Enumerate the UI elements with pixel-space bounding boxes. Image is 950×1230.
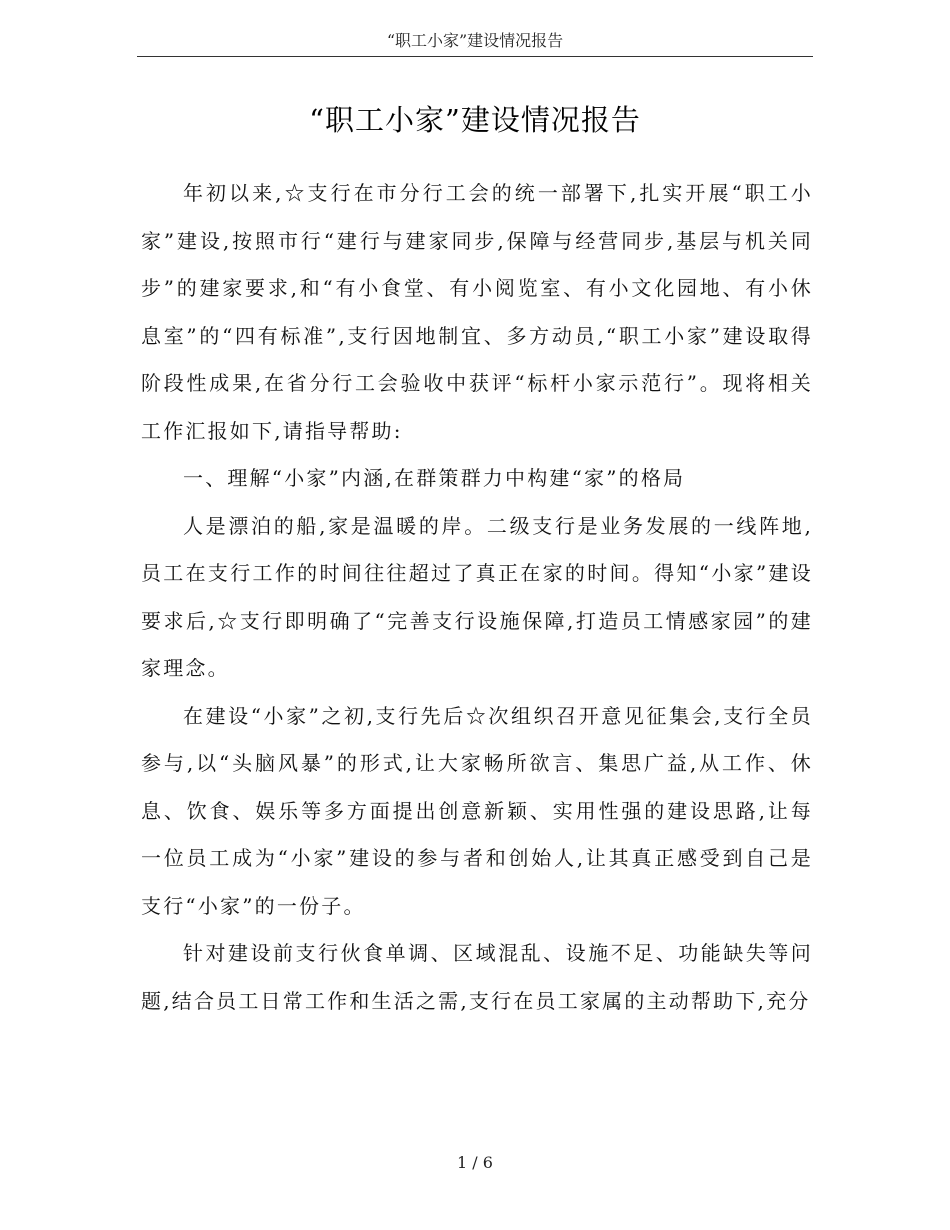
document-body	[141, 170, 813, 1025]
paragraph-facilities: 针对建设前支行伙食单调、区域混乱、设施不足、功能缺失等问题,结合员工日常工作和生活之需,支行在员工家属的主动帮助下,充分	[141, 941, 813, 1013]
paragraph-consultation: 在建设“小家”之初,支行先后☆次组织召开意见征集会,支行全员参与,以“头脑风暴”的形式,让大家畅所欲言、集思广益,从工作、休息、饮食、娱乐等多方面提出创意新颖、实用性强的建设思路,让每一位员工成为“小家”建设的参与者和创始人,让其真正感受到自己是支行“小家”的一份子。	[141, 703, 813, 918]
document-title: “职工小家”建设情况报告	[309, 103, 641, 137]
running-header: “职工小家”建设情况报告	[137, 28, 813, 57]
section-heading-1: 一、理解“小家”内涵,在群策群力中构建“家”的格局	[183, 466, 686, 490]
page-number: 1 / 6	[457, 1153, 493, 1172]
paragraph-concept: 人是漂泊的船,家是温暖的岸。二级支行是业务发展的一线阵地,员工在支行工作的时间往往超过了真正在家的时间。得知“小家”建设要求后,☆支行即明确了“完善支行设施保障,打造员工情感家园”的建家理念。	[141, 513, 813, 680]
paragraph-intro: 年初以来,☆支行在市分行工会的统一部署下,扎实开展“职工小家”建设,按照市行“建行与建家同步,保障与经营同步,基层与机关同步”的建家要求,和“有小食堂、有小阅览室、有小文化园地、有小休息室”的“四有标准”,支行因地制宜、多方动员,“职工小家”建设取得阶段性成果,在省分行工会验收中获评“标杆小家示范行”。现将相关工作汇报如下,请指导帮助:	[141, 181, 813, 443]
